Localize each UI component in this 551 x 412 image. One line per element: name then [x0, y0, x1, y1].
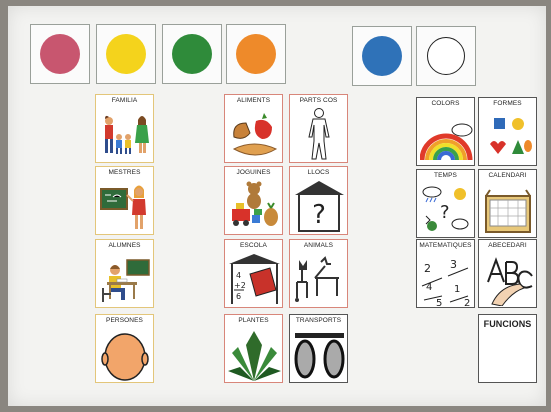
card-label: FUNCIONS [483, 319, 532, 329]
svg-text:?: ? [440, 202, 450, 223]
school-icon [228, 252, 281, 306]
head-icon [99, 327, 152, 381]
wheels-icon [293, 327, 346, 381]
card-label: ABECEDARI [488, 242, 527, 249]
card-llocs[interactable] [289, 166, 348, 235]
color-green-cell[interactable] [162, 24, 222, 84]
svg-text:2: 2 [424, 262, 431, 275]
student-icon [99, 252, 152, 306]
card-funcions[interactable] [478, 314, 537, 383]
family-icon [99, 107, 152, 161]
card-label: COLORS [431, 100, 460, 107]
card-colors[interactable] [416, 97, 475, 166]
teacher-icon [99, 179, 152, 233]
card-label: ALUMNES [108, 242, 141, 249]
card-animals[interactable] [289, 239, 348, 308]
card-label: FAMILIA [111, 97, 138, 104]
toys-icon [228, 179, 281, 233]
card-alumnes[interactable] [95, 239, 154, 308]
svg-text:4: 4 [426, 282, 433, 293]
svg-text:6: 6 [236, 292, 242, 301]
card-label: PERSONES [106, 317, 143, 324]
card-label: LLOCS [307, 169, 330, 176]
card-familia[interactable] [95, 94, 154, 163]
yellow-dot [106, 34, 146, 74]
food-icon [228, 107, 281, 161]
card-label: CALENDARI [488, 172, 527, 179]
svg-text:3: 3 [450, 258, 457, 271]
svg-text:5: 5 [436, 298, 443, 306]
card-label: ALIMENTS [236, 97, 271, 104]
color-white-cell[interactable] [416, 26, 476, 86]
card-label: FORMES [493, 100, 522, 107]
card-calendari[interactable] [478, 169, 537, 238]
color-red-cell[interactable] [30, 24, 90, 84]
svg-text:2: 2 [464, 298, 471, 306]
card-label: JOGUINES [236, 169, 271, 176]
card-plantes[interactable] [224, 314, 283, 383]
card-abecedari[interactable] [478, 239, 537, 308]
green-dot [172, 34, 212, 74]
blue-dot [362, 36, 402, 76]
white-dot [427, 37, 465, 75]
fractions-icon [420, 252, 473, 306]
color-yellow-cell[interactable] [96, 24, 156, 84]
shapes-icon [482, 110, 535, 164]
color-orange-cell[interactable] [226, 24, 286, 84]
card-matematiques[interactable] [416, 239, 475, 308]
animals-icon [293, 252, 346, 306]
card-label: PLANTES [238, 317, 269, 324]
card-label: ESCOLA [240, 242, 267, 249]
card-mestres[interactable] [95, 166, 154, 235]
card-label: PARTS COS [299, 97, 338, 104]
color-blue-cell[interactable] [352, 26, 412, 86]
question-house-icon [293, 179, 346, 233]
card-transports[interactable] [289, 314, 348, 383]
orange-dot [236, 34, 276, 74]
red-dot [40, 34, 80, 74]
card-persones[interactable] [95, 314, 154, 383]
card-label: MATEMATIQUES [419, 242, 472, 249]
svg-text:+2: +2 [234, 281, 246, 290]
card-aliments[interactable] [224, 94, 283, 163]
svg-text:4: 4 [236, 271, 242, 280]
abc-icon [482, 252, 535, 306]
calendar-icon [482, 182, 535, 236]
card-formes[interactable] [478, 97, 537, 166]
card-joguines[interactable] [224, 166, 283, 235]
weather-icon [420, 182, 473, 236]
card-escola[interactable] [224, 239, 283, 308]
card-label: ANIMALS [303, 242, 334, 249]
svg-text:?: ? [312, 200, 326, 230]
rainbow-icon [420, 110, 473, 164]
card-parts-cos[interactable] [289, 94, 348, 163]
card-temps[interactable] [416, 169, 475, 238]
body-icon [293, 107, 346, 161]
svg-text:1: 1 [454, 284, 461, 295]
card-label: TEMPS [434, 172, 457, 179]
card-label: MESTRES [108, 169, 141, 176]
plant-icon [228, 327, 281, 381]
card-label: TRANSPORTS [295, 317, 342, 324]
